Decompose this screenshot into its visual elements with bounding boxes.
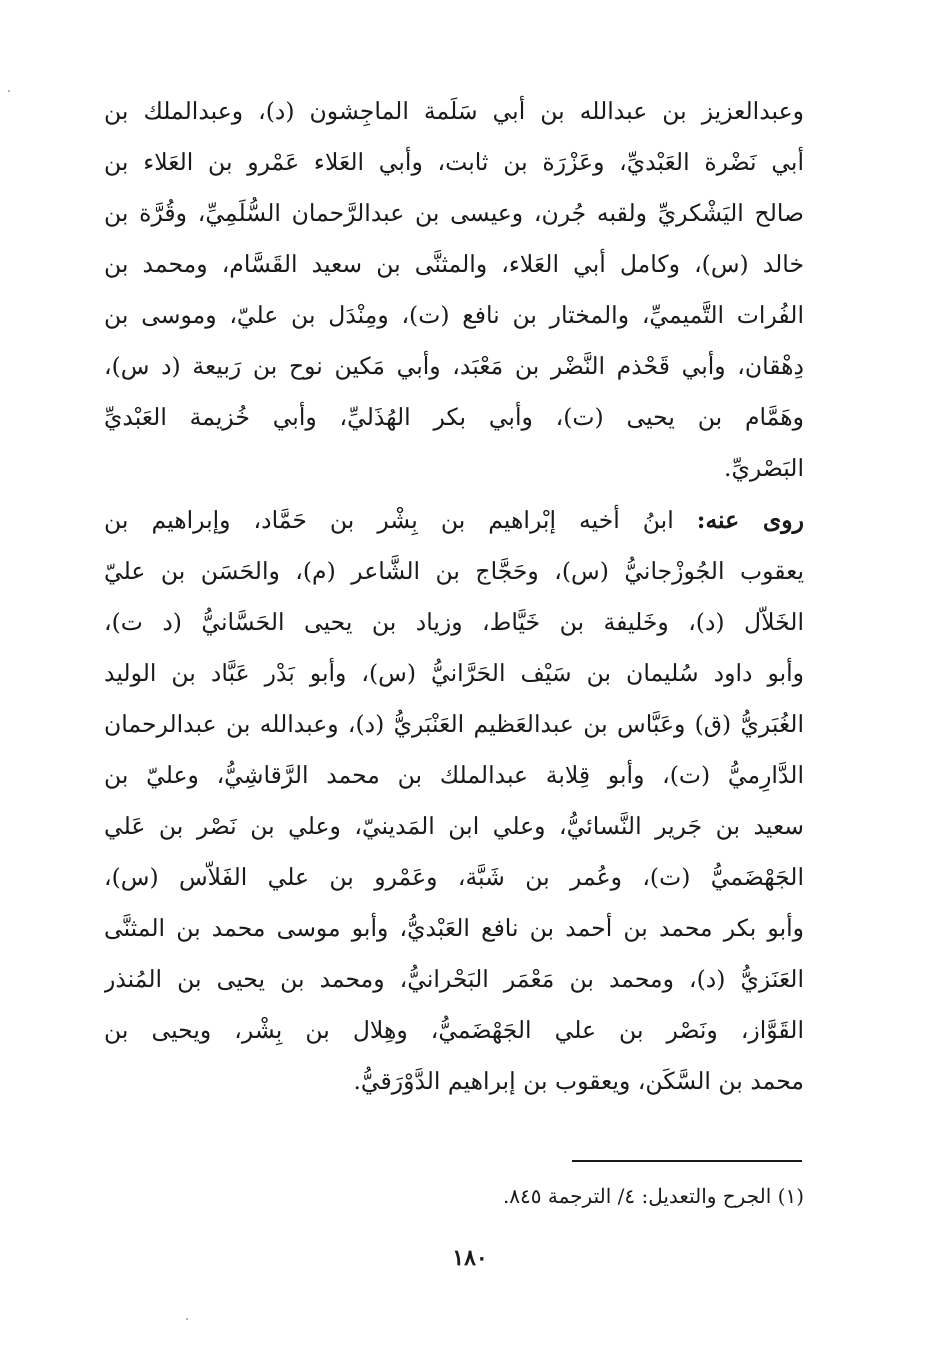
narrators-heading: روى عنه: [696, 506, 804, 534]
paragraph-2 [104, 495, 804, 1107]
text-line: وأبو داود سُليمان بن سَيْف الحَرَّانيُّ (س)، وأبو بَدْر عَبَّاد بن الوليد [104, 659, 804, 687]
text-line: الفُرات التَّميميِّ، والمختار بن نافع (ت)، ومِنْدَل بن عليّ، وموسى بن [104, 301, 804, 329]
text-line: يعقوب الجُوزْجانيُّ (س)، وحَجَّاج بن الشَّاعر (م)، والحَسَن بن عليّ [104, 557, 804, 585]
paragraph-1 [104, 86, 804, 494]
text-line: وعبدالعزيز بن عبدالله بن أبي سَلَمة الماجِشون (د)، وعبدالملك بن [104, 97, 804, 125]
text-line: دِهْقان، وأبي قَحْذم النَّضْر بن مَعْبَد، وأبي مَكين نوح بن رَبيعة (د س)، [104, 352, 804, 380]
text-line: القَوَّاز، ونَصْر بن علي الجَهْضَميُّ، وهِلال بن بِشْر، ويحيى بن [104, 1016, 804, 1044]
footnote-separator [572, 1160, 802, 1162]
text-line: أبي نَضْرة العَبْديِّ، وعَزْرَة بن ثابت، وأبي العَلاء عَمْرو بن العَلاء بن [104, 148, 804, 176]
scan-speck [186, 1318, 188, 1320]
text-line: البَصْريِّ. [724, 454, 804, 482]
scan-speck [8, 90, 10, 92]
text-line: سعيد بن جَرير النَّسائيُّ، وعلي ابن المَدينيّ، وعلي بن نَصْر بن عَلي [104, 812, 804, 840]
text-line: خالد (س)، وكامل أبي العَلاء، والمثنَّى بن سعيد القَسَّام، ومحمد بن [104, 250, 804, 278]
text-line: الخَلاّل (د)، وخَليفة بن خَيَّاط، وزياد بن يحيى الحَسَّانيُّ (د ت)، [104, 608, 804, 636]
text-line: العَنَزيُّ (د)، ومحمد بن مَعْمَر البَحْرانيُّ، ومحمد بن يحيى بن المُنذر [104, 965, 804, 993]
text-line: وهَمَّام بن يحيى (ت)، وأبي بكر الهُذَليِّ، وأبي خُزيمة العَبْديِّ [104, 403, 804, 431]
text-line: الدَّارِميُّ (ت)، وأبو قِلابة عبدالملك بن محمد الرَّقاشِيُّ، وعليّ بن [104, 761, 804, 789]
page-number: ١٨٠ [452, 1245, 488, 1271]
text-line-first [104, 495, 804, 546]
text-line: صالح اليَشْكريِّ ولقبه جُرن، وعيسى بن عبدالرَّحمان السُّلَمِيِّ، وقُرَّة بن [104, 199, 804, 227]
text-line: الغُبَريُّ (ق) وعَبَّاس بن عبدالعَظيم العَنْبَريُّ (د)، وعبدالله بن عبدالرحمان [104, 710, 804, 738]
text-line: محمد بن السَّكَن، ويعقوب بن إبراهيم الدَّوْرَقيُّ. [353, 1067, 804, 1095]
footnote: (١) الجرح والتعديل: ٤/ الترجمة ٨٤٥. [502, 1184, 804, 1208]
text-line: وأبو بكر محمد بن أحمد بن نافع العَبْديُّ، وأبو موسى محمد بن المثنَّى [104, 914, 804, 942]
text-line: الجَهْضَميُّ (ت)، وعُمر بن شَبَّة، وعَمْرو بن علي الفَلاّس (س)، [104, 863, 804, 891]
text-line-rest: ابنُ أخيه إبْراهيم بن بِشْر بن حَمَّاد، وإبراهيم بن [104, 506, 697, 534]
